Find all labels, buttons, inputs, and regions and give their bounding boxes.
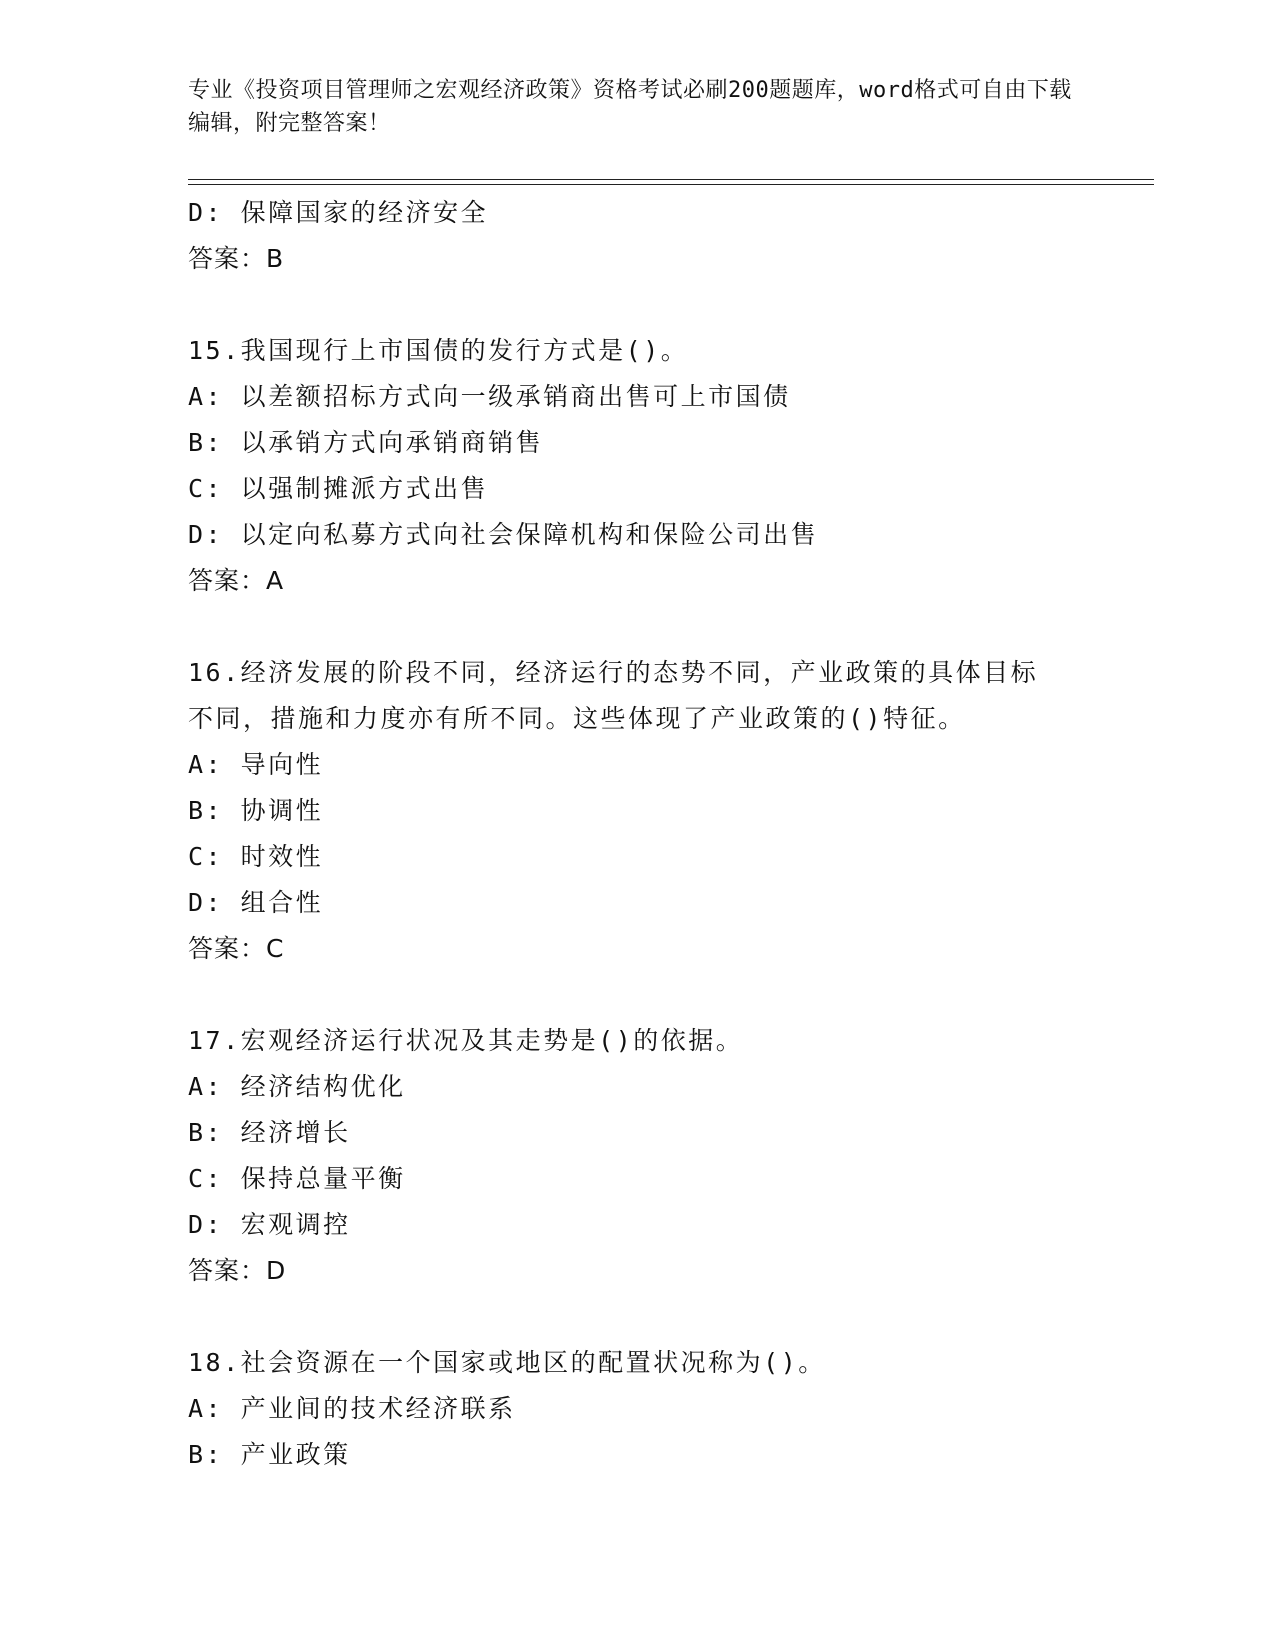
question-stem: 15.我国现行上市国债的发行方式是()。 [188,336,689,365]
option-a: A: 以差额招标方式向一级承销商出售可上市国债 [188,382,791,411]
spacer [188,1294,1088,1340]
question-17 [188,1018,1088,1294]
header-rule-top [188,179,1154,180]
option-a: A: 产业间的技术经济联系 [188,1394,516,1423]
option-c: C: 时效性 [188,842,324,871]
option-d: D: 组合性 [188,888,324,917]
option-a: A: 经济结构优化 [188,1072,406,1101]
question-15 [188,328,1088,604]
question-stem-line-1: 16.经济发展的阶段不同，经济运行的态势不同，产业政策的具体目标 [188,658,1039,687]
answer: 答案：B [188,244,285,273]
option-b: B: 以承销方式向承销商销售 [188,428,544,457]
option-d: D: 宏观调控 [188,1210,351,1239]
option-d: D: 以定向私募方式向社会保障机构和保险公司出售 [188,520,819,549]
spacer [188,972,1088,1018]
question-16 [188,650,1088,972]
option-d: D: 保障国家的经济安全 [188,198,489,227]
option-c: C: 保持总量平衡 [188,1164,406,1193]
question-18 [188,1340,1088,1478]
spacer [188,604,1088,650]
question-stem-line-2: 不同，措施和力度亦有所不同。这些体现了产业政策的()特征。 [188,704,966,733]
answer: 答案：D [188,1256,287,1285]
option-a: A: 导向性 [188,750,324,779]
header-rule-bottom [188,184,1154,185]
option-b: B: 协调性 [188,796,324,825]
question-stem: 17.宏观经济运行状况及其走势是()的依据。 [188,1026,744,1055]
question-stem: 18.社会资源在一个国家或地区的配置状况称为()。 [188,1348,826,1377]
answer: 答案：C [188,934,285,963]
answer: 答案：A [188,566,285,595]
spacer [188,282,1088,328]
option-c: C: 以强制摊派方式出售 [188,474,489,503]
option-b: B: 经济增长 [188,1118,351,1147]
page-header: 专业《投资项目管理师之宏观经济政策》资格考试必刷200题题库，word格式可自由下载编辑，附完整答案！ [188,78,1072,136]
document-body [188,190,1088,1478]
option-b: B: 产业政策 [188,1440,351,1469]
